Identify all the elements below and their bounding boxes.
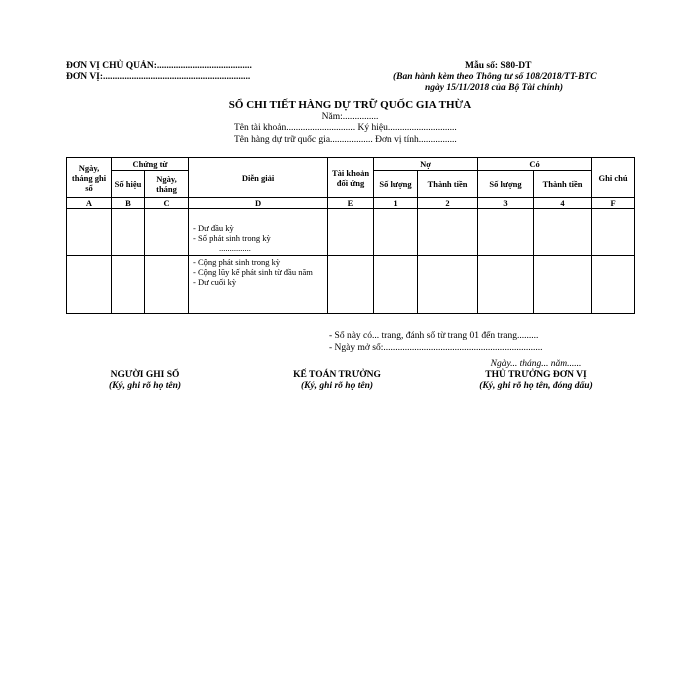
header-dien-giai: Diễn giải	[189, 158, 328, 198]
header-tai-khoan-doi-ung: Tài khoản đối ứng	[328, 158, 374, 198]
table-row	[67, 209, 635, 256]
ledger-table	[66, 157, 635, 314]
letter-cell: 3	[478, 198, 534, 209]
header-co-so-luong: Số lượng	[478, 171, 534, 198]
header-ghi-chu: Ghi chú	[592, 158, 635, 198]
header-no-so-luong: Số lượng	[374, 171, 418, 198]
header-ngay-ghi-so: Ngày, tháng ghi sổ	[67, 158, 112, 198]
letter-cell: E	[328, 198, 374, 209]
mau-so: Mẫu số: S80-DT	[465, 61, 532, 71]
letter-cell: F	[592, 198, 635, 209]
row1-description	[189, 209, 328, 256]
header-chung-tu: Chứng từ	[112, 158, 189, 171]
table-row	[67, 256, 635, 314]
header-co: Có	[478, 158, 592, 171]
nam-line: Năm:...............	[321, 112, 379, 122]
nguoi-ghi-so-title: NGƯỜI GHI SỔ	[110, 370, 180, 380]
page-title: SỔ CHI TIẾT HÀNG DỰ TRỮ QUỐC GIA THỪA	[228, 99, 472, 111]
donvi-chuquan-label: ĐƠN VỊ CHỦ QUẢN:........................................	[66, 61, 252, 71]
so-trang-note: - Sổ này có... trang, đánh số từ trang 01 đến trang.........	[329, 331, 539, 341]
date-line: Ngày... tháng... năm......	[490, 359, 582, 369]
letter-cell: 1	[374, 198, 418, 209]
ke-toan-title: KẾ TOÁN TRƯỞNG	[293, 370, 381, 380]
letter-cell: D	[189, 198, 328, 209]
ke-toan-note: (Ký, ghi rõ họ tên)	[300, 381, 374, 391]
letter-cell: C	[145, 198, 189, 209]
letter-cell: A	[67, 198, 112, 209]
header-no-thanh-tien: Thành tiền	[418, 171, 478, 198]
cong-luy-ke: - Cộng lũy kế phát sinh từ đầu năm	[193, 267, 313, 277]
ngay-mo-so-note: - Ngày mở sổ:...................................................................	[329, 343, 543, 353]
dots-line: ...............	[219, 243, 251, 253]
ban-hanh-line-1: (Ban hành kèm theo Thông tư số 108/2018/TT-BTC	[393, 72, 597, 82]
tai-khoan-line: Tên tài khoản............................. Ký hiệu.............................	[234, 123, 457, 133]
du-cuoi-ky: - Dư cuối kỳ	[193, 277, 237, 287]
so-phat-sinh: - Số phát sinh trong kỳ	[193, 233, 271, 243]
cong-phat-sinh: - Cộng phát sinh trong kỳ	[193, 257, 281, 267]
letter-cell: 4	[534, 198, 592, 209]
ban-hanh-line-2: ngày 15/11/2018 của Bộ Tài chính)	[425, 83, 564, 93]
letter-cell: B	[112, 198, 145, 209]
header-no: Nợ	[374, 158, 478, 171]
donvi-label: ĐƠN VỊ:..............................................................	[66, 72, 251, 82]
header-so-hieu: Số hiệu	[112, 171, 145, 198]
letter-cell: 2	[418, 198, 478, 209]
ten-hang-line: Tên hàng dự trữ quốc gia.................. Đơn vị tính................	[234, 135, 457, 145]
header-co-thanh-tien: Thành tiền	[534, 171, 592, 198]
nguoi-ghi-so-note: (Ký, ghi rõ họ tên)	[108, 381, 182, 391]
header-ngay-thang: Ngày, tháng	[145, 171, 189, 198]
row2-description	[189, 256, 328, 314]
thu-truong-title: THỦ TRƯỞNG ĐƠN VỊ	[485, 370, 587, 380]
du-dau-ky: - Dư đầu kỳ	[193, 223, 234, 233]
thu-truong-note: (Ký, ghi rõ họ tên, đóng dấu)	[479, 381, 593, 391]
